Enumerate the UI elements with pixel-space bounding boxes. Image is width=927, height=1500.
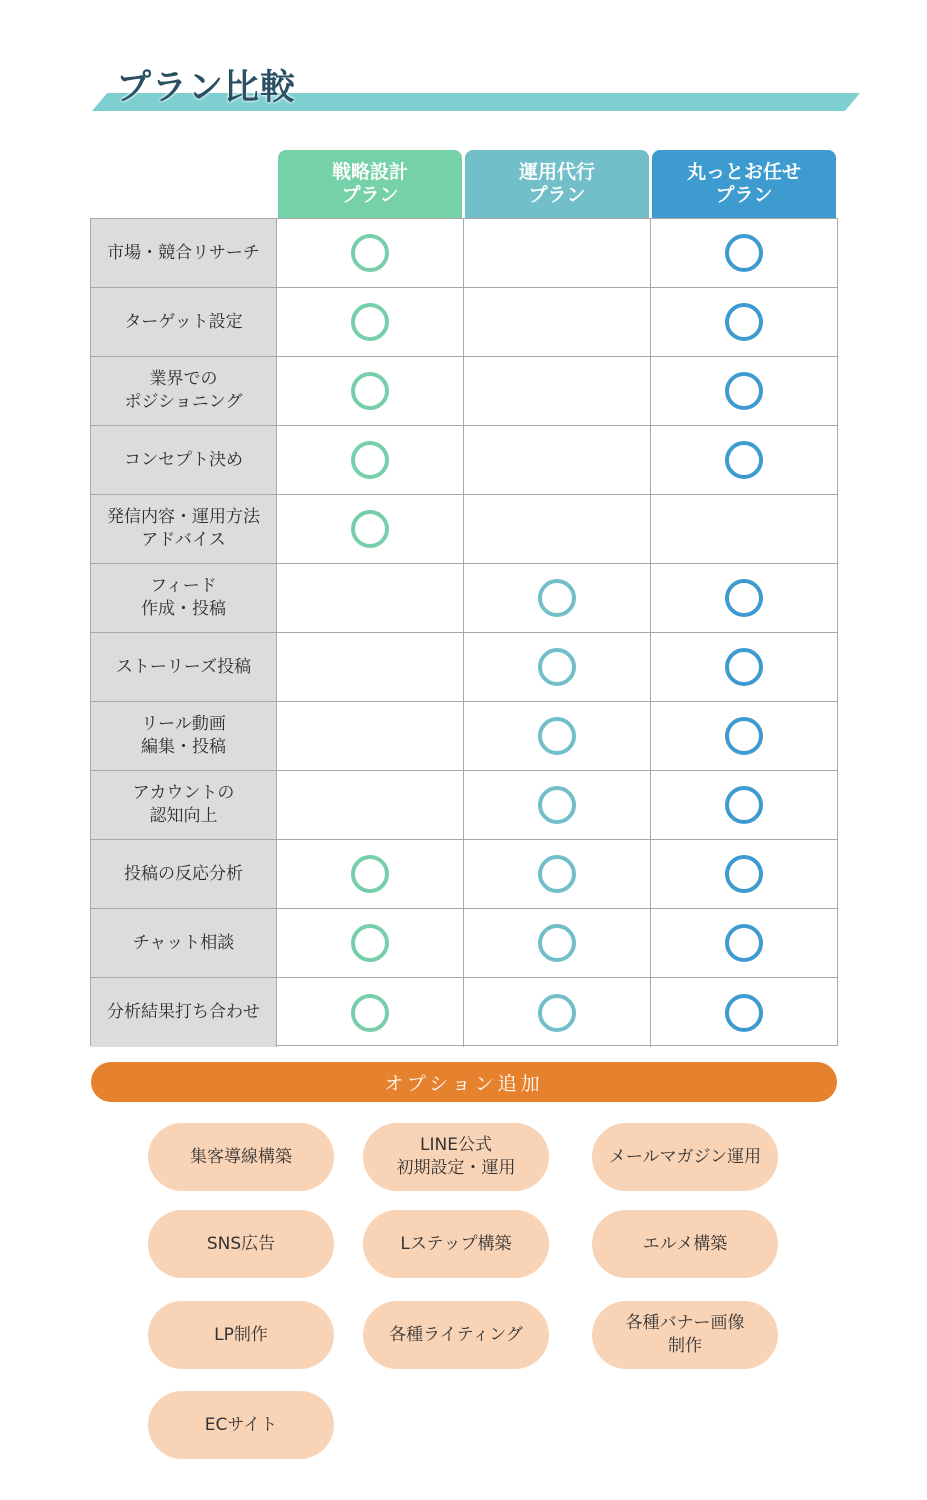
table-cell [464, 219, 651, 288]
row-label: ストーリーズ投稿 [91, 633, 277, 702]
row-label: アカウントの 認知向上 [91, 771, 277, 840]
option-pill: ECサイト [148, 1391, 334, 1459]
circle-mark-icon [538, 786, 576, 824]
circle-mark-icon [538, 924, 576, 962]
table-cell [277, 495, 464, 564]
circle-mark-icon [725, 648, 763, 686]
circle-mark-icon [351, 994, 389, 1032]
option-pill: 各種ライティング [363, 1301, 549, 1369]
circle-mark-icon [538, 717, 576, 755]
circle-mark-icon [725, 372, 763, 410]
table-cell [464, 909, 651, 978]
comparison-table [90, 218, 838, 1046]
table-cell [464, 771, 651, 840]
circle-mark-icon [351, 234, 389, 272]
plan-header-2 [465, 150, 649, 218]
row-label: 分析結果打ち合わせ [91, 978, 277, 1047]
table-cell [651, 702, 837, 771]
table-cell [651, 564, 837, 633]
table-cell [651, 495, 837, 564]
table-cell [277, 909, 464, 978]
circle-mark-icon [725, 855, 763, 893]
table-cell [464, 633, 651, 702]
circle-mark-icon [725, 994, 763, 1032]
row-label: ターゲット設定 [91, 288, 277, 357]
row-label: フィード 作成・投稿 [91, 564, 277, 633]
circle-mark-icon [351, 924, 389, 962]
options-heading: オプション追加 [91, 1062, 837, 1102]
circle-mark-icon [351, 372, 389, 410]
circle-mark-icon [725, 786, 763, 824]
plan-suffix: プラン [341, 184, 399, 206]
table-cell [277, 702, 464, 771]
circle-mark-icon [725, 441, 763, 479]
circle-mark-icon [351, 855, 389, 893]
option-pill: LINE公式 初期設定・運用 [363, 1123, 549, 1191]
circle-mark-icon [351, 510, 389, 548]
table-cell [651, 978, 837, 1047]
table-cell [651, 426, 837, 495]
circle-mark-icon [725, 303, 763, 341]
option-pill: SNS広告 [148, 1210, 334, 1278]
table-cell [464, 840, 651, 909]
option-pill: 集客導線構築 [148, 1123, 334, 1191]
table-cell [277, 357, 464, 426]
table-cell [464, 564, 651, 633]
table-cell [277, 978, 464, 1047]
page-title: プラン比較 [116, 68, 297, 108]
table-cell [651, 357, 837, 426]
row-label: 投稿の反応分析 [91, 840, 277, 909]
table-cell [651, 771, 837, 840]
table-cell [277, 219, 464, 288]
table-cell [651, 288, 837, 357]
plan-header-1 [278, 150, 462, 218]
circle-mark-icon [538, 648, 576, 686]
circle-mark-icon [725, 924, 763, 962]
table-cell [277, 840, 464, 909]
row-label: チャット相談 [91, 909, 277, 978]
table-cell [277, 633, 464, 702]
plan-header-3 [652, 150, 836, 218]
table-cell [277, 564, 464, 633]
option-pill: LP制作 [148, 1301, 334, 1369]
row-label: リール動画 編集・投稿 [91, 702, 277, 771]
table-cell [277, 771, 464, 840]
row-label: コンセプト決め [91, 426, 277, 495]
plan-name: 運用代行 [518, 161, 595, 183]
plan-name: 戦略設計 [331, 161, 408, 183]
row-label: 発信内容・運用方法 アドバイス [91, 495, 277, 564]
option-pill: エルメ構築 [592, 1210, 778, 1278]
option-pill: Lステップ構築 [363, 1210, 549, 1278]
table-cell [464, 978, 651, 1047]
table-cell [277, 426, 464, 495]
table-cell [651, 633, 837, 702]
table-cell [651, 840, 837, 909]
option-pill: メールマガジン運用 [592, 1123, 778, 1191]
circle-mark-icon [538, 579, 576, 617]
option-pill: 各種バナー画像 制作 [592, 1301, 778, 1369]
table-cell [464, 426, 651, 495]
table-cell [277, 288, 464, 357]
circle-mark-icon [351, 441, 389, 479]
table-cell [651, 219, 837, 288]
circle-mark-icon [538, 994, 576, 1032]
table-cell [464, 495, 651, 564]
row-label: 市場・競合リサーチ [91, 219, 277, 288]
plan-name: 丸っとお任せ [686, 161, 801, 183]
circle-mark-icon [725, 234, 763, 272]
table-cell [464, 702, 651, 771]
row-label: 業界での ポジショニング [91, 357, 277, 426]
circle-mark-icon [351, 303, 389, 341]
plan-suffix: プラン [715, 184, 773, 206]
circle-mark-icon [725, 579, 763, 617]
table-cell [651, 909, 837, 978]
circle-mark-icon [725, 717, 763, 755]
plan-suffix: プラン [528, 184, 586, 206]
circle-mark-icon [538, 855, 576, 893]
table-cell [464, 357, 651, 426]
table-cell [464, 288, 651, 357]
